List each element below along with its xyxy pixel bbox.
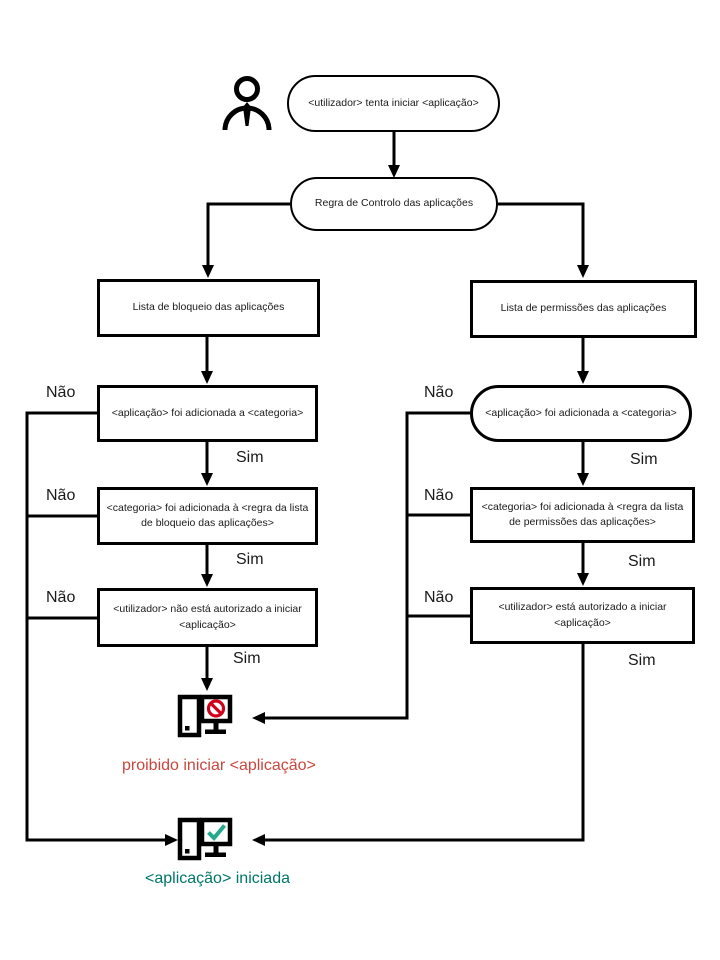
arrow-block-step1-to-step2 (201, 442, 213, 486)
node-allow-category-in-rule (470, 487, 695, 543)
node-start (287, 75, 500, 132)
arrow-rule-to-allowlist (498, 204, 589, 278)
label-yes-allow-1: Sim (630, 451, 658, 468)
node-rule-label: Regra de Controlo das aplicações (314, 197, 474, 210)
user-silhouette-icon (221, 74, 273, 132)
allow-user-authorized-label: <utilizador> está autorizado a iniciar <aplicação> (498, 601, 667, 629)
block-app-in-category-label: <aplicação> foi adicionada a <categoria> (111, 406, 304, 419)
arrow-blocklist-to-step1 (201, 337, 213, 384)
label-yes-block-1: Sim (236, 449, 264, 466)
block-category-in-rule-label: <categoria> foi adicionada à <regra da lista de bloqueio das aplicações> (106, 501, 309, 529)
blocklist-header-label: Lista de bloqueio das aplicações (132, 301, 285, 314)
node-block-category-in-rule (97, 487, 318, 545)
block-user-not-authorized-label: <utilizador> não está autorizado a iniciar <aplicação> (113, 603, 302, 631)
arrow-rule-to-blocklist (202, 204, 290, 278)
label-yes-block-2: Sim (236, 551, 264, 568)
node-allowlist-header (470, 280, 697, 338)
arrow-allowlist-to-step1 (577, 338, 589, 384)
outcome-started-text: <aplicação> iniciada (145, 870, 290, 887)
yes-rail-right-to-started (252, 644, 583, 846)
label-no-allow-2: Não (424, 487, 454, 504)
arrow-start-to-rule (388, 132, 400, 178)
label-yes-allow-2: Sim (628, 553, 656, 570)
outcome-blocked-text: proibido iniciar <aplicação> (122, 757, 316, 774)
arrow-block-step2-to-step3 (201, 545, 213, 587)
computer-check-icon (177, 817, 233, 867)
arrow-block-step3-to-blocked-icon (201, 647, 213, 691)
label-yes-allow-3: Sim (628, 652, 656, 669)
allow-category-in-rule-label: <categoria> foi adicionada à <regra da lista de permissões das aplicações> (481, 500, 684, 528)
label-yes-block-3: Sim (233, 650, 261, 667)
arrow-allow-step2-to-step3 (577, 543, 589, 586)
node-block-user-not-authorized (97, 588, 318, 647)
allowlist-header-label: Lista de permissões das aplicações (500, 302, 667, 315)
computer-prohibited-icon (177, 694, 233, 744)
node-allow-app-in-category (470, 385, 692, 442)
arrow-allow-step1-to-step2 (577, 442, 589, 486)
node-blocklist-header (97, 279, 320, 337)
node-rule (290, 177, 498, 231)
no-rail-right-to-blocked (252, 413, 470, 724)
label-no-block-1: Não (46, 384, 76, 401)
node-start-label: <utilizador> tenta iniciar <aplicação> (308, 96, 479, 109)
allow-app-in-category-label: <aplicação> foi adicionada a <categoria> (485, 406, 677, 419)
label-no-block-2: Não (46, 487, 76, 504)
label-no-allow-1: Não (424, 384, 454, 401)
label-no-block-3: Não (46, 589, 76, 606)
label-no-allow-3: Não (424, 589, 454, 606)
node-block-app-in-category (97, 385, 318, 442)
node-allow-user-authorized (470, 587, 695, 644)
